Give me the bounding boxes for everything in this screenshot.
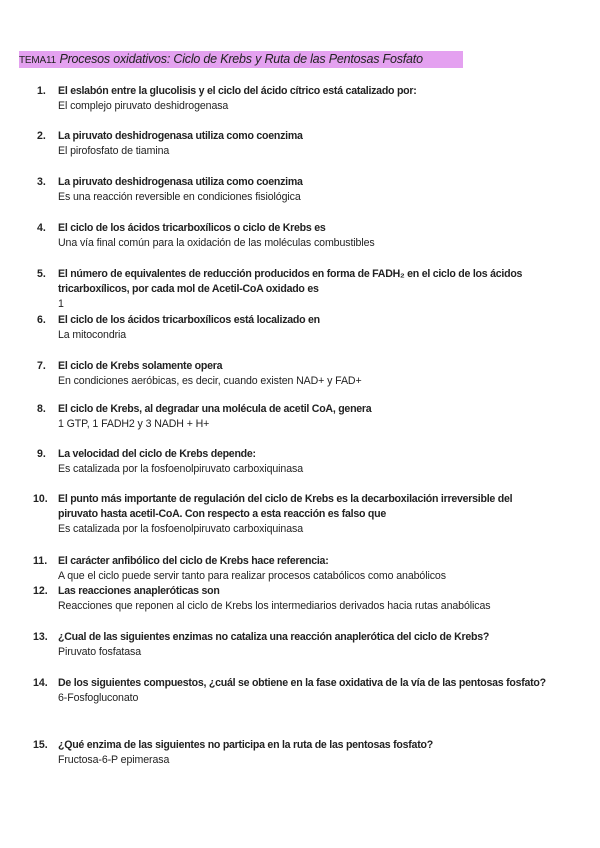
answer-text: El pirofosfato de tiamina [58, 145, 170, 157]
answer-text: En condiciones aeróbicas, es decir, cuando existen NAD+ y FAD+ [58, 375, 362, 387]
answer-text: Fructosa-6-P epimerasa [58, 754, 170, 766]
answer-text: Una vía final común para la oxidación de las moléculas combustibles [58, 237, 375, 249]
question-text: El ciclo de los ácidos tricarboxílicos está localizado en [58, 314, 320, 326]
question-number: 5. [37, 268, 46, 280]
question-item [33, 584, 553, 614]
question-number: 14. [33, 677, 48, 689]
answer-text: La mitocondria [58, 329, 127, 341]
question-item [37, 84, 557, 114]
answer-text: Piruvato fosfatasa [58, 646, 141, 658]
question-item [33, 492, 553, 537]
question-number: 13. [33, 631, 48, 643]
question-text: La velocidad del ciclo de Krebs depende: [58, 448, 256, 460]
question-text: El número de equivalentes de reducción producidos en forma de FADH₂ en el ciclo de los ácidos tricarboxílicos, por cada mol de Acetil-CoA oxidado es [58, 268, 523, 295]
question-text: El ciclo de Krebs, al degradar una molécula de acetil CoA, genera [58, 403, 372, 415]
question-text: El carácter anfibólico del ciclo de Krebs hace referencia: [58, 555, 329, 567]
title-label: TEMA11 [19, 55, 56, 66]
question-item [33, 630, 553, 660]
question-number: 15. [33, 739, 48, 751]
question-item [33, 738, 553, 768]
question-number: 10. [33, 493, 48, 505]
answer-text: Es una reacción reversible en condiciones fisiológica [58, 191, 301, 203]
answer-text: El complejo piruvato deshidrogenasa [58, 100, 229, 112]
question-number: 6. [37, 314, 46, 326]
question-text: ¿Qué enzima de las siguientes no participa en la ruta de las pentosas fosfato? [58, 739, 433, 751]
question-text: De los siguientes compuestos, ¿cuál se obtiene en la fase oxidativa de la vía de las pentosas fosfato? [58, 677, 546, 689]
question-number: 9. [37, 448, 46, 460]
question-number: 11. [33, 555, 48, 567]
question-text: El ciclo de Krebs solamente opera [58, 360, 223, 372]
question-item [33, 676, 553, 706]
question-item [37, 221, 557, 251]
question-text: La piruvato deshidrogenasa utiliza como coenzima [58, 130, 303, 142]
question-number: 7. [37, 360, 46, 372]
title-text: Procesos oxidativos: Ciclo de Krebs y Ruta de las Pentosas Fosfato [59, 52, 423, 66]
question-item [37, 447, 557, 477]
question-text: Las reacciones anapleróticas son [58, 585, 220, 597]
question-item [37, 313, 557, 343]
answer-text: Es catalizada por la fosfoenolpiruvato carboxiquinasa [58, 463, 303, 475]
question-number: 3. [37, 176, 46, 188]
question-text: El punto más importante de regulación del ciclo de Krebs es la decarboxilación irreversible del piruvato hasta acetil-CoA. Con respecto a esta reacción es falso que [58, 493, 513, 520]
question-number: 4. [37, 222, 46, 234]
answer-text: Reacciones que reponen al ciclo de Krebs los intermediarios derivados hacia rutas anabólicas [58, 600, 491, 612]
answer-text: 6-Fosfogluconato [58, 692, 139, 704]
question-item [37, 402, 557, 432]
answer-text: A que el ciclo puede servir tanto para realizar procesos catabólicos como anabólicos [58, 570, 446, 582]
question-item [37, 359, 557, 389]
question-item [37, 267, 557, 312]
answer-text: Es catalizada por la fosfoenolpiruvato carboxiquinasa [58, 523, 303, 535]
question-number: 8. [37, 403, 46, 415]
question-text: La piruvato deshidrogenasa utiliza como coenzima [58, 176, 303, 188]
question-item [37, 129, 557, 159]
question-item [37, 175, 557, 205]
question-text: El eslabón entre la glucolisis y el ciclo del ácido cítrico está catalizado por: [58, 85, 417, 97]
document-title [19, 51, 463, 68]
question-number: 1. [37, 85, 46, 97]
question-number: 2. [37, 130, 46, 142]
question-item [33, 554, 553, 584]
question-text: El ciclo de los ácidos tricarboxílicos o ciclo de Krebs es [58, 222, 326, 234]
answer-text: 1 GTP, 1 FADH2 y 3 NADH + H+ [58, 418, 210, 430]
question-text: ¿Cual de las siguientes enzimas no cataliza una reacción anaplerótica del ciclo de Krebs? [58, 631, 490, 643]
question-number: 12. [33, 585, 48, 597]
answer-text: 1 [58, 298, 64, 310]
